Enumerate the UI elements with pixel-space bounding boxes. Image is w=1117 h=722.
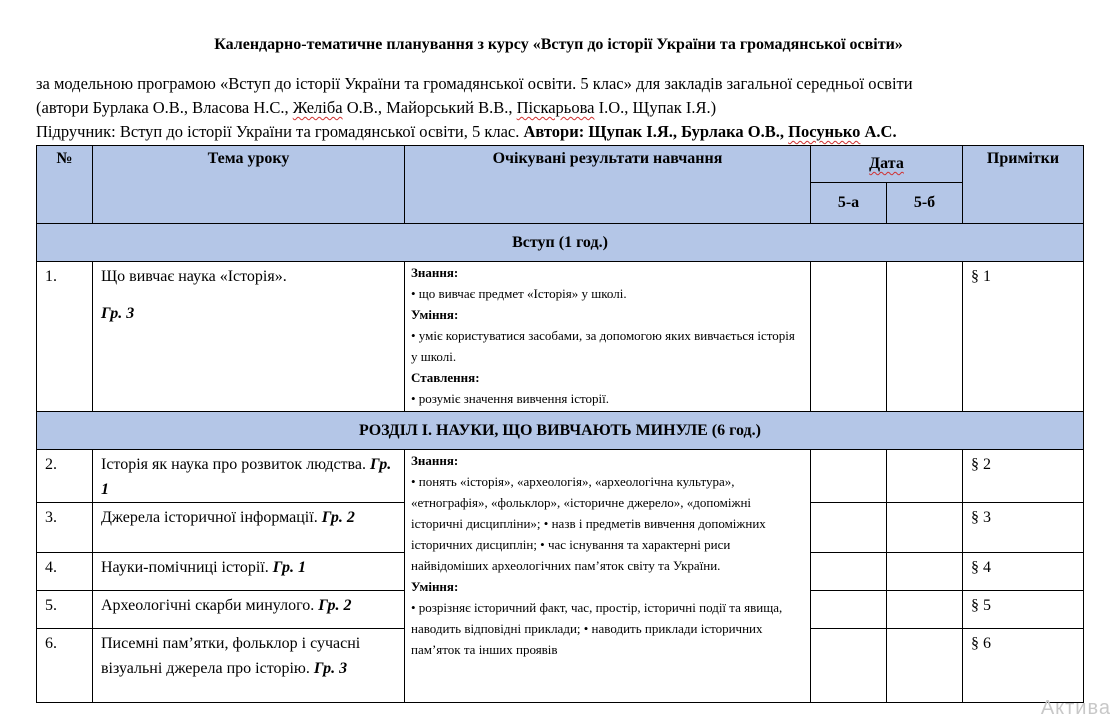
knowledge-text: • понять «історія», «археологія», «археологічна культура», «етнографія», «фольклор», «історичне джерело», «допоміжні історичні дисципліни»; • назв і предметів вивчення допоміжних історичних дисциплін; • час існування та характерні риси найвідоміших археологічних пам’яток світу та України. [411, 474, 766, 573]
skills-label: Уміння: [411, 307, 459, 322]
intro-textbook-line [36, 120, 1096, 144]
date-5b-cell[interactable] [887, 629, 963, 703]
lesson-topic-text: Археологічні скарби минулого. [101, 597, 315, 614]
lesson-topic [93, 591, 405, 629]
date-5b-cell[interactable] [887, 553, 963, 591]
date-5a-cell[interactable] [811, 629, 887, 703]
date-5b-cell[interactable] [887, 262, 963, 412]
lesson-note: § 2 [963, 450, 1084, 503]
lesson-num: 2. [37, 450, 93, 503]
intro-block [36, 72, 1096, 144]
header-results: Очікувані результати навчання [405, 146, 811, 224]
intro-textbook-authors: А.С. [860, 122, 897, 141]
header-date-5b: 5-б [887, 183, 963, 224]
section-results [405, 450, 811, 703]
date-5a-cell[interactable] [811, 553, 887, 591]
lesson-topic [93, 262, 405, 412]
lesson-note: § 3 [963, 503, 1084, 553]
date-5a-cell[interactable] [811, 450, 887, 503]
lesson-group: Гр. 1 [272, 559, 306, 576]
knowledge-label: Знання: [411, 265, 459, 280]
lesson-topic-text: Писемні пам’ятки, фольклор і сучасні візуальні джерела про історію. [101, 635, 361, 677]
section-row [37, 224, 1084, 262]
lesson-note: § 4 [963, 553, 1084, 591]
intro-authors-part: О.В., Майорський В.В., [342, 98, 517, 117]
lesson-note: § 6 [963, 629, 1084, 703]
intro-author-name: Желіба [292, 98, 343, 117]
lesson-group: Гр. 3 [313, 660, 348, 677]
intro-textbook-text: Підручник: Вступ до історії України та громадянської освіти, 5 клас. [36, 122, 524, 141]
date-5b-cell[interactable] [887, 450, 963, 503]
header-date-label: Дата [869, 155, 904, 172]
lesson-topic [93, 553, 405, 591]
lesson-topic-text: Історія як наука про розвиток людства. [101, 456, 366, 473]
lesson-group: Гр. 3 [101, 305, 135, 322]
lesson-topic [93, 629, 405, 703]
intro-program-line: за модельною програмою «Вступ до історії України та громадянської освіти. 5 клас» для закладів загальної середньої освіти [36, 74, 913, 93]
lesson-topic [93, 450, 405, 503]
intro-author-name: Піскарьова [516, 98, 595, 117]
attitude-text: • розуміє значення вивчення історії. [411, 391, 610, 406]
plan-table [36, 145, 1084, 703]
date-5b-cell[interactable] [887, 591, 963, 629]
skills-text: • розрізняє історичний факт, час, простір, історичні події та явища, наводить відповідні приклади; • наводить приклади історичних пам’яток та інших проявів [411, 600, 783, 657]
lesson-group: Гр. 2 [321, 509, 355, 526]
date-5a-cell[interactable] [811, 262, 887, 412]
header-topic: Тема уроку [93, 146, 405, 224]
table-header-row [37, 146, 1084, 183]
knowledge-text: • що вивчає предмет «Історія» у школі. [411, 286, 627, 301]
lesson-note: § 5 [963, 591, 1084, 629]
header-notes: Примітки [963, 146, 1084, 224]
date-5a-cell[interactable] [811, 503, 887, 553]
section-title: РОЗДІЛ I. НАУКИ, ЩО ВИВЧАЮТЬ МИНУЛЕ (6 год.) [37, 412, 1084, 450]
table-row [37, 262, 1084, 412]
skills-label: Уміння: [411, 579, 459, 594]
document-title: Календарно-тематичне планування з курсу «Вступ до історії України та громадянської освіти» [214, 36, 903, 53]
lesson-topic [93, 503, 405, 553]
lesson-group: Гр. 1 [101, 456, 392, 498]
lesson-topic-text: Науки-помічниці історії. [101, 559, 269, 576]
date-5a-cell[interactable] [811, 591, 887, 629]
intro-authors-line [36, 96, 1096, 120]
lesson-topic-text: Джерела історичної інформації. [101, 509, 318, 526]
table-row [37, 450, 1084, 503]
intro-authors-part: (автори Бурлака О.В., Власова Н.С., [36, 98, 293, 117]
lesson-num: 6. [37, 629, 93, 703]
intro-textbook-author-name: Посунько [788, 122, 861, 141]
lesson-num: 5. [37, 591, 93, 629]
header-date [811, 146, 963, 183]
header-date-5a: 5-а [811, 183, 887, 224]
section-row [37, 412, 1084, 450]
date-5b-cell[interactable] [887, 503, 963, 553]
lesson-num: 1. [37, 262, 93, 412]
knowledge-label: Знання: [411, 453, 459, 468]
intro-textbook-authors: Автори: Щупак І.Я., Бурлака О.В., [523, 122, 789, 141]
lesson-num: 3. [37, 503, 93, 553]
skills-text: • уміє користуватися засобами, за допомогою яких вивчається історія у школі. [411, 328, 795, 364]
section-title: Вступ (1 год.) [37, 224, 1084, 262]
lesson-note: § 1 [963, 262, 1084, 412]
intro-authors-part: І.О., Щупак І.Я.) [594, 98, 717, 117]
activation-watermark: Актива [1040, 697, 1111, 719]
lesson-results [405, 262, 811, 412]
lesson-topic-text: Що вивчає наука «Історія». [101, 268, 287, 285]
attitude-label: Ставлення: [411, 370, 480, 385]
lesson-group: Гр. 2 [318, 597, 352, 614]
lesson-num: 4. [37, 553, 93, 591]
header-num: № [37, 146, 93, 224]
